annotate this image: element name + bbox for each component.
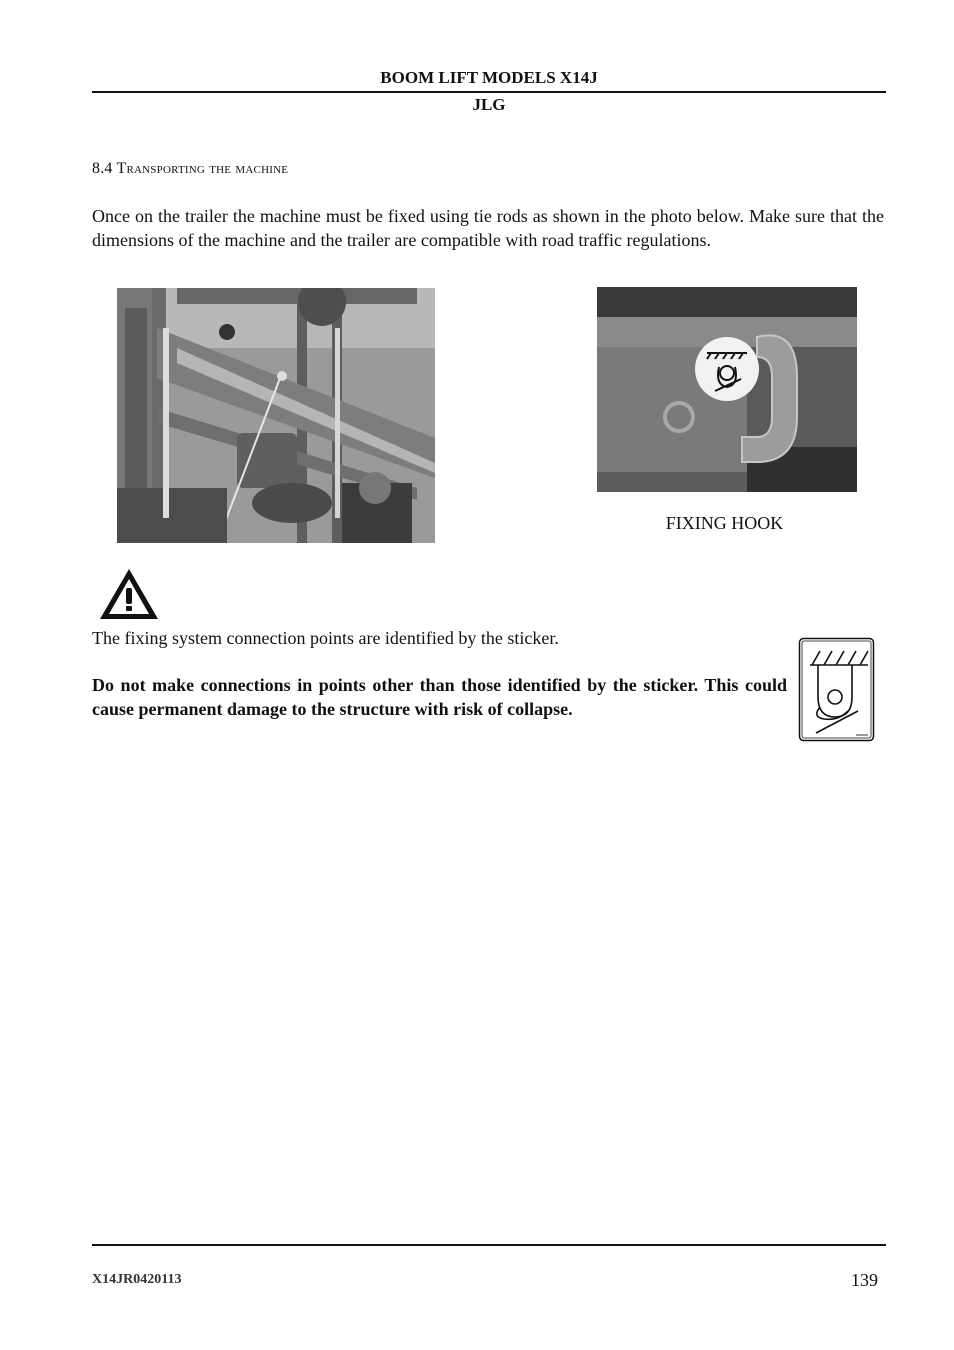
tie-down-point-icon: [798, 637, 875, 742]
document-header-title: BOOM LIFT MODELS X14J: [380, 68, 598, 87]
page-number: 139: [851, 1270, 878, 1290]
warning-text: The fixing system connection points are identified by the sticker.: [92, 628, 559, 648]
warning-triangle-icon: [97, 566, 161, 622]
warning-bold-text: Do not make connections in points other than those identified by the sticker. This could cause permanent damage to the structure with risk of collapse.: [92, 675, 787, 719]
fixing-hook-illustration: [597, 287, 857, 492]
tie-down-sticker: [798, 637, 875, 742]
fixing-hook-caption: FIXING HOOK: [665, 513, 784, 533]
section-heading: 8.4 Transporting the machine: [92, 160, 289, 177]
machine-tie-down-photo: [117, 288, 435, 543]
document-code: X14JR0420113: [92, 1272, 182, 1287]
intro-paragraph: Once on the trailer the machine must be fixed using tie rods as shown in the photo below. Make sure that the dimensions of the machine and the trailer are compatible with road traffic regulations.: [92, 206, 884, 250]
header-divider: [92, 91, 886, 93]
machine-photo-illustration: [117, 288, 435, 543]
footer-divider: [92, 1244, 886, 1246]
fixing-hook-photo: [597, 287, 857, 492]
document-header-brand: JLG: [472, 95, 506, 114]
